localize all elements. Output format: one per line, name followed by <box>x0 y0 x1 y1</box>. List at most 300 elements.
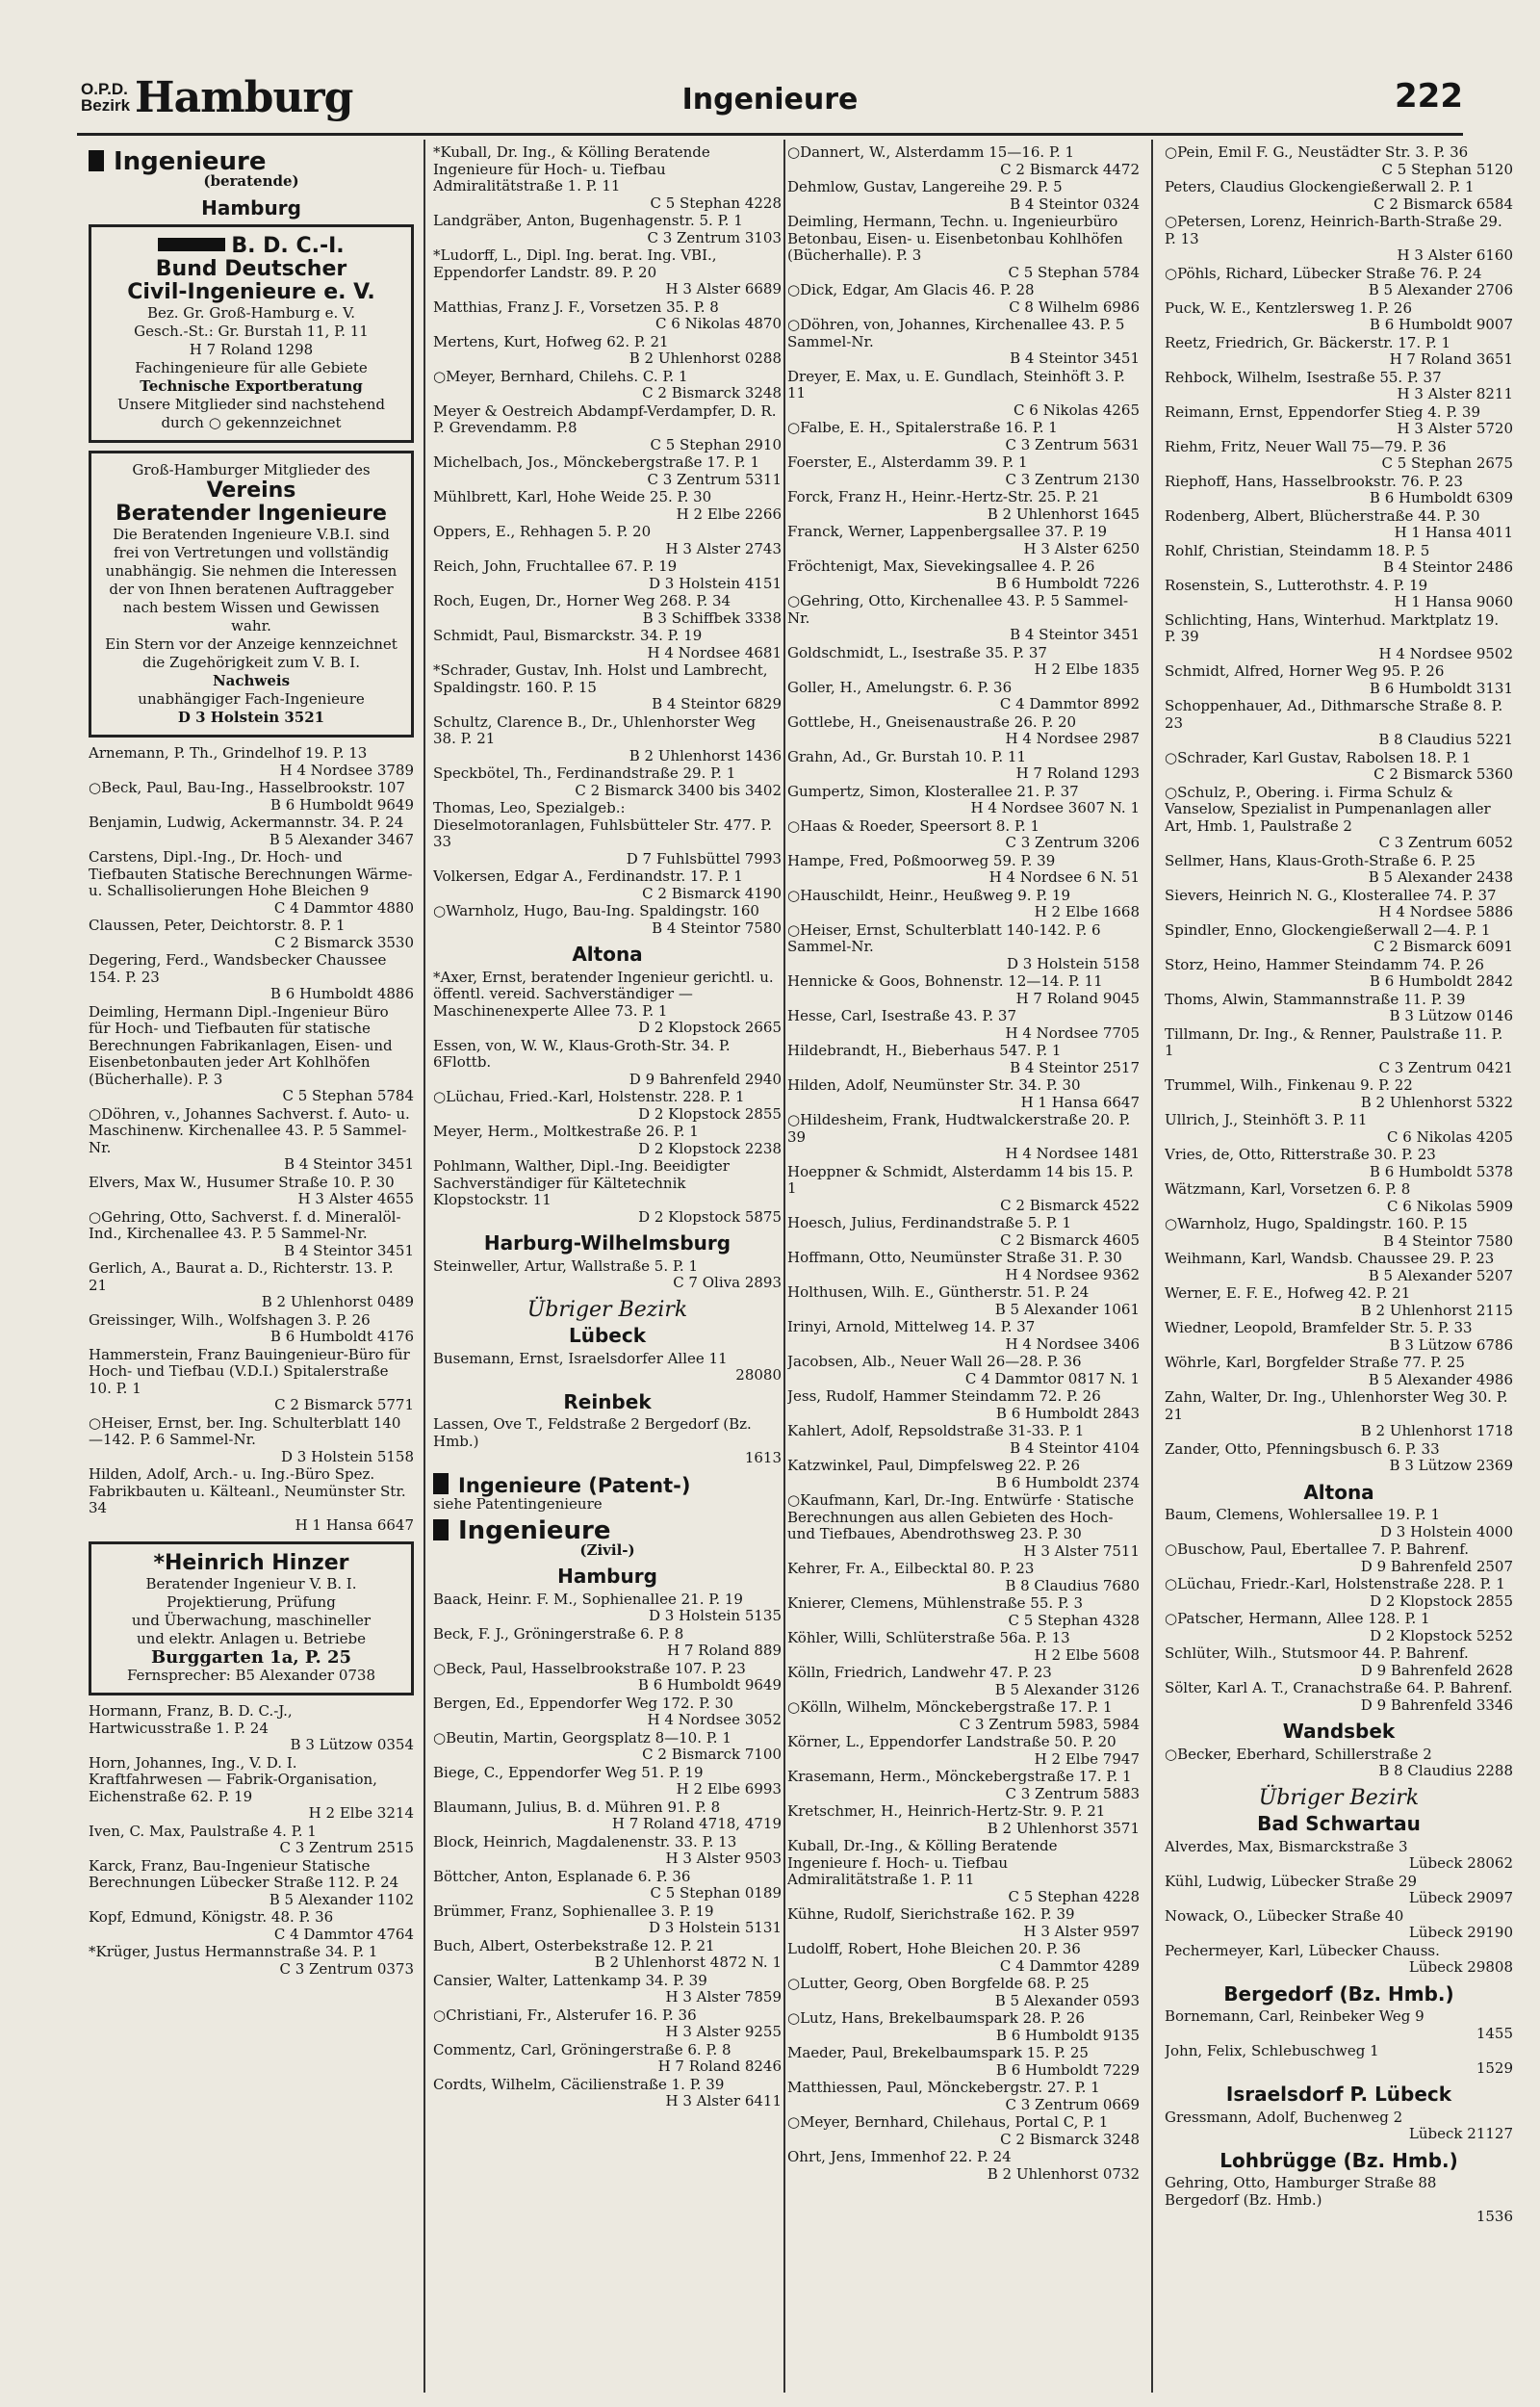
entry-phone: H 2 Elbe 3214 <box>308 1804 414 1822</box>
section-subtitle: (Zivil-) <box>579 1540 635 1559</box>
entry-phone: H 3 Alster 6250 <box>1023 539 1140 557</box>
entry-name-address: ○Patscher, Hermann, Allee 128. P. 1 <box>1165 1610 1430 1627</box>
entry-phone: B 5 Alexander 0593 <box>994 1991 1140 2009</box>
entry-name-address: ○Pein, Emil F. G., Neustädter Str. 3. P. 36 <box>1165 144 1469 161</box>
directory-entry <box>1165 179 1513 213</box>
directory-entry <box>787 1492 1140 1560</box>
entry-name-address: *Kuball, Dr. Ing., & Kölling Beratende Ingenieure für Hoch- u. Tiefbau Admiralitätstraße 1. P. 11 <box>433 144 710 194</box>
directory-entry <box>787 1388 1140 1422</box>
entry-name-address: Thomas, Leo, Spezialgeb.: Dieselmotoranlagen, Fuhlsbütteler Str. 477. P. 33 <box>433 799 772 850</box>
entry-phone: C 6 Nikolas 4265 <box>1014 401 1140 419</box>
entry-name-address: Steinweller, Artur, Wallstraße 5. P. 1 <box>433 1256 699 1275</box>
entry-name-address: Goller, H., Amelungstr. 6. P. 36 <box>787 678 1013 696</box>
directory-entry <box>787 1354 1140 1387</box>
entry-name-address: Bornemann, Carl, Reinbeker Weg 9 <box>1165 2007 1424 2025</box>
directory-entry <box>1165 750 1513 784</box>
directory-entry <box>89 918 414 951</box>
black-bar-icon <box>158 238 225 251</box>
directory-entry <box>433 489 782 523</box>
directory-entry <box>1165 370 1513 403</box>
entry-name-address: Ullrich, J., Steinhöft 3. P. 11 <box>1165 1111 1368 1128</box>
entry-phone: C 3 Zentrum 3206 <box>1005 834 1140 851</box>
directory-entry <box>89 745 414 779</box>
directory-entry <box>1165 1645 1513 1679</box>
directory-entry <box>433 1834 782 1868</box>
entry-name-address: Cordts, Wilhelm, Cäcilienstraße 1. P. 39 <box>433 2075 725 2093</box>
directory-entry <box>433 2077 782 2110</box>
region-heading: Wandsbek <box>1282 1720 1396 1743</box>
entry-name-address: Kopf, Edmund, Königstr. 48. P. 36 <box>89 1908 334 1926</box>
directory-entry <box>787 282 1140 316</box>
entry-name-address: Oppers, E., Rehhagen 5. P. 20 <box>433 523 652 540</box>
entry-name-address: Ludolff, Robert, Hohe Bleichen 20. P. 36 <box>787 1940 1081 1957</box>
entry-name-address: Mühlbrett, Karl, Hohe Weide 25. P. 30 <box>433 488 712 505</box>
entry-phone: C 2 Bismarck 4605 <box>1000 1230 1140 1249</box>
entry-name-address: *Krüger, Justus Hermannstraße 34. P. 1 <box>89 1943 378 1960</box>
directory-entry <box>1165 578 1513 611</box>
entry-phone: B 6 Humboldt 2843 <box>995 1404 1140 1422</box>
entry-name-address: Matthiessen, Paul, Mönckebergstr. 27. P. 1 <box>787 2079 1100 2096</box>
directory-entry <box>787 2080 1140 2113</box>
entry-phone: H 4 Nordsee 2987 <box>1005 730 1140 747</box>
entry-phone: 1613 <box>744 1449 782 1466</box>
directory-entry <box>433 714 782 765</box>
entry-phone: D 9 Bahrenfeld 2940 <box>629 1070 782 1088</box>
entry-name-address: Maeder, Paul, Brekelbaumspark 15. P. 25 <box>787 2044 1089 2061</box>
entry-phone: B 2 Uhlenhorst 0732 <box>987 2164 1140 2183</box>
entry-list <box>1165 2175 1513 2226</box>
directory-entry <box>433 558 782 592</box>
directory-entry <box>787 2045 1140 2079</box>
entry-phone: C 2 Bismarck 3248 <box>642 384 782 401</box>
entry-phone: B 6 Humboldt 7229 <box>995 2060 1140 2079</box>
entry-phone: C 4 Dammtor 4880 <box>273 898 414 917</box>
square-bullet-icon <box>89 150 104 171</box>
entry-name-address: Blaumann, Julius, B. d. Mühren 91. P. 8 <box>433 1798 721 1816</box>
entry-name-address: Körner, L., Eppendorfer Landstraße 50. P. 20 <box>787 1733 1116 1750</box>
directory-entry <box>787 888 1140 921</box>
entry-name-address: Speckbötel, Th., Ferdinandstraße 29. P. 1 <box>433 764 736 782</box>
directory-entry <box>89 1858 414 1909</box>
entry-phone: C 6 Nikolas 4205 <box>1387 1127 1513 1146</box>
directory-entry <box>1165 922 1513 956</box>
entry-name-address: Gumpertz, Simon, Klosterallee 21. P. 37 <box>787 782 1079 800</box>
entry-name-address: ○Buschow, Paul, Ebertallee 7. P. Bahrenf. <box>1165 1540 1469 1558</box>
entry-list <box>1165 1507 1513 1714</box>
entry-phone: B 4 Steintor 2486 <box>1383 558 1513 576</box>
entry-phone: H 2 Elbe 2266 <box>676 505 782 523</box>
entry-phone: C 2 Bismarck 5360 <box>1373 765 1513 783</box>
entry-name-address: Claussen, Peter, Deichtorstr. 8. P. 1 <box>89 917 346 934</box>
entry-phone: D 2 Klopstock 5252 <box>1370 1626 1513 1644</box>
entry-list <box>433 1258 782 1292</box>
entry-phone: B 2 Uhlenhorst 3571 <box>987 1819 1140 1837</box>
directory-entry <box>787 420 1140 453</box>
directory-entry <box>787 1423 1140 1457</box>
entry-phone: C 5 Stephan 4228 <box>650 194 782 212</box>
entry-name-address: Peters, Claudius Glockengießerwall 2. P. 1 <box>1165 178 1475 195</box>
entry-name-address: Matthias, Franz J. F., Vorsetzen 35. P. 8 <box>433 298 719 316</box>
entry-phone: B 2 Uhlenhorst 1718 <box>1360 1422 1513 1439</box>
entry-name-address: Ohrt, Jens, Immenhof 22. P. 24 <box>787 2148 1012 2165</box>
directory-entry <box>787 1215 1140 1249</box>
entry-phone: D 3 Holstein 4151 <box>648 574 782 592</box>
entry-phone: B 6 Humboldt 2842 <box>1369 972 1513 990</box>
entry-phone: Lübeck 29190 <box>1408 1924 1513 1941</box>
entry-name-address: ○Heiser, Ernst, ber. Ing. Schulterblatt 140—142. P. 6 Sammel-Nr. <box>89 1413 401 1448</box>
entry-name-address: Dreyer, E. Max, u. E. Gundlach, Steinhöft 3. P. 11 <box>787 367 1125 401</box>
entry-phone: B 6 Humboldt 3131 <box>1369 679 1513 697</box>
entry-name-address: Katzwinkel, Paul, Dimpfelsweg 22. P. 26 <box>787 1457 1080 1474</box>
section-heading: Ingenieure <box>89 150 414 171</box>
directory-entry <box>787 853 1140 887</box>
entry-name-address: ○Gehring, Otto, Kirchenallee 43. P. 5 Sammel-Nr. <box>787 592 1129 627</box>
column-4 <box>1165 144 1513 2388</box>
square-bullet-icon <box>433 1519 449 1540</box>
directory-entry <box>89 1312 414 1346</box>
entry-phone: C 2 Bismarck 7100 <box>642 1746 782 1763</box>
directory-entry <box>787 317 1140 368</box>
column-divider <box>424 140 425 2393</box>
column-1 <box>89 144 414 2388</box>
region-heading: Israelsdorf P. Lübeck <box>1225 2083 1452 2106</box>
entry-phone: B 4 Steintor 4104 <box>1010 1438 1140 1457</box>
directory-entry <box>1165 888 1513 921</box>
entry-name-address: Iven, C. Max, Paulstraße 4. P. 1 <box>89 1822 317 1840</box>
entry-name-address: Hesse, Carl, Isestraße 43. P. 37 <box>787 1007 1016 1024</box>
city-heading: Hamburg <box>201 195 301 220</box>
entry-phone: H 2 Elbe 6993 <box>676 1780 782 1798</box>
entry-phone: D 2 Klopstock 2238 <box>638 1139 782 1157</box>
directory-entry <box>787 1112 1140 1163</box>
entry-phone: D 3 Holstein 5135 <box>648 1607 782 1624</box>
directory-entry <box>89 1944 414 1978</box>
entry-name-address: Baum, Clemens, Wohlersallee 19. P. 1 <box>1165 1506 1440 1523</box>
directory-entry <box>1165 1251 1513 1284</box>
directory-entry <box>1165 543 1513 577</box>
column-2 <box>433 144 782 2388</box>
directory-entry <box>1165 1355 1513 1388</box>
directory-entry <box>433 1258 782 1292</box>
entry-name-address: Spindler, Enno, Glockengießerwall 2—4. P. 1 <box>1165 920 1491 939</box>
entry-phone: H 2 Elbe 5608 <box>1034 1645 1140 1664</box>
entry-name-address: Hampe, Fred, Poßmoorweg 59. P. 39 <box>787 851 1056 869</box>
district-heading: Übriger Bezirk <box>1258 1785 1420 1810</box>
entry-name-address: ○Lutter, Georg, Oben Borgfelde 68. P. 25 <box>787 1975 1090 1992</box>
directory-entry <box>433 2042 782 2076</box>
entry-phone: H 3 Alster 9597 <box>1023 1922 1140 1940</box>
entry-name-address: Kretschmer, H., Heinrich-Hertz-Str. 9. P. 21 <box>787 1802 1106 1820</box>
entry-list <box>1165 1839 1513 1977</box>
entry-name-address: Deimling, Hermann Dipl.-Ingenieur Büro für Hoch- und Tiefbauten für statische Berechnungen Fabrikanlagen, Eisen- und Eisenbetonbauten jeder Art Kohlhöfen (Bücherhalle). P. 3 <box>89 1002 393 1088</box>
entry-phone: C 3 Zentrum 5311 <box>647 470 782 488</box>
entry-name-address: Puck, W. E., Kentzlersweg 1. P. 26 <box>1165 298 1413 317</box>
entry-phone: C 3 Zentrum 5631 <box>1005 435 1140 453</box>
entry-phone: D 2 Klopstock 2855 <box>1370 1592 1513 1610</box>
entry-name-address: *Ludorff, L., Dipl. Ing. berat. Ing. VBI., Eppendorfer Landstr. 89. P. 20 <box>433 246 717 281</box>
entry-phone: Lübeck 29808 <box>1408 1958 1513 1976</box>
entry-phone: 1536 <box>1476 2208 1513 2225</box>
directory-entry <box>787 1665 1140 1698</box>
entry-name-address: Jess, Rudolf, Hammer Steindamm 72. P. 26 <box>787 1387 1101 1405</box>
entry-phone: D 7 Fuhlsbüttel 7993 <box>626 849 782 867</box>
entry-phone: D 9 Bahrenfeld 2628 <box>1360 1661 1513 1679</box>
entry-phone: H 4 Nordsee 9362 <box>1005 1265 1140 1283</box>
directory-entry <box>787 144 1140 178</box>
entry-phone: B 4 Steintor 7580 <box>652 919 782 937</box>
entry-name-address: Irinyi, Arnold, Mittelweg 14. P. 37 <box>787 1318 1036 1335</box>
entry-name-address: Schlichting, Hans, Winterhud. Marktplatz 19. P. 39 <box>1165 610 1500 645</box>
entry-phone: C 6 Nikolas 5909 <box>1387 1197 1513 1215</box>
entry-name-address: ○Lüchau, Friedr.-Karl, Holstenstraße 228. P. 1 <box>1165 1575 1505 1592</box>
entry-name-address: Meyer, Herm., Moltkestraße 26. P. 1 <box>433 1123 699 1140</box>
entry-phone: B 4 Steintor 3451 <box>1010 626 1140 643</box>
entry-name-address: Hilden, Adolf, Neumünster Str. 34. P. 30 <box>787 1076 1081 1094</box>
directory-entry <box>787 645 1140 679</box>
entry-name-address: Schultz, Clarence B., Dr., Uhlenhorster Weg 38. P. 21 <box>433 712 757 747</box>
region-heading: Lübeck <box>568 1324 647 1347</box>
directory-entry <box>1165 1507 1513 1540</box>
entry-phone: B 6 Humboldt 5378 <box>1369 1162 1513 1180</box>
entry-phone: H 3 Alster 5720 <box>1397 420 1513 437</box>
directory-entry <box>89 849 414 917</box>
hinzer-advert: *Heinrich Hinzer Beratender Ingenieur V. B. I. Projektierung, Prüfung und Überwachung, maschineller und elektr. Anlagen u. Betriebe Burggarten 1a, P. 25 Fernsprecher: B5 Alexander 0738 <box>89 1541 414 1695</box>
entry-list <box>1165 144 1513 1475</box>
entry-name-address: Wöhrle, Karl, Borgfelder Straße 77. P. 25 <box>1165 1354 1465 1371</box>
entry-name-address: John, Felix, Schlebuschweg 1 <box>1165 2042 1379 2059</box>
entry-phone: C 4 Dammtor 4289 <box>999 1956 1140 1975</box>
entry-name-address: ○Hildesheim, Frank, Hudtwalckerstraße 20. P. 39 <box>787 1111 1131 1146</box>
directory-entry <box>433 1869 782 1902</box>
entry-name-address: Deimling, Hermann, Techn. u. Ingenieurbüro Betonbau, Eisen- u. Eisenbetonbau Kohlhöfen (Bücherhalle). P. 3 <box>787 213 1123 264</box>
directory-entry <box>787 489 1140 523</box>
entry-phone: H 4 Nordsee 9502 <box>1378 644 1513 662</box>
entry-phone: C 2 Bismarck 6584 <box>1373 194 1513 213</box>
directory-entry <box>89 1175 414 1208</box>
directory-entry <box>1165 1611 1513 1644</box>
directory-entry <box>433 524 782 557</box>
directory-entry <box>1165 1285 1513 1319</box>
directory-entry <box>787 1164 1140 1215</box>
entry-name-address: Rodenberg, Albert, Blücherstraße 44. P. 30 <box>1165 506 1480 525</box>
entry-name-address: Pohlmann, Walther, Dipl.-Ing. Beeidigter Sachverständiger für Kältetechnik Klopstockstr. 11 <box>433 1157 730 1208</box>
entry-name-address: Gressmann, Adolf, Buchenweg 2 <box>1165 2108 1403 2126</box>
directory-entry <box>1165 1389 1513 1440</box>
entry-name-address: *Schrader, Gustav, Inh. Holst und Lambrecht, Spaldingstr. 160. P. 15 <box>433 661 768 696</box>
region-heading: Bad Schwartau <box>1257 1812 1421 1835</box>
entry-phone: C 2 Bismarck 3530 <box>274 933 414 951</box>
entry-phone: B 5 Alexander 3126 <box>994 1680 1140 1698</box>
entry-phone: H 7 Roland 889 <box>667 1642 782 1659</box>
directory-entry <box>1165 1874 1513 1907</box>
entry-phone: H 3 Alster 6160 <box>1397 246 1513 264</box>
directory-entry <box>787 1595 1140 1629</box>
entry-name-address: ○Gehring, Otto, Sachverst. f. d. Mineralöl-Ind., Kirchenallee 43. P. 5 Sammel-Nr. <box>89 1207 401 1242</box>
entry-phone: B 5 Alexander 1102 <box>269 1890 414 1908</box>
entry-phone: B 4 Steintor 0324 <box>1010 194 1140 213</box>
entry-phone: C 4 Dammtor 4764 <box>273 1925 414 1943</box>
entry-name-address: Kölln, Friedrich, Landwehr 47. P. 23 <box>787 1664 1052 1681</box>
entry-phone: B 8 Claudius 2288 <box>1378 1762 1513 1779</box>
entry-name-address: Jacobsen, Alb., Neuer Wall 26—28. P. 36 <box>787 1353 1082 1370</box>
directory-entry <box>433 800 782 867</box>
bdci-advert: B. D. C.-I. Bund Deutscher Civil-Ingenieure e. V. Bez. Gr. Groß-Hamburg e. V. Gesch.-St.: Gr. Burstah 11, P. 11 H 7 Roland 1298 Fachingenieure für alle Gebiete Technische Exportberatung Unsere Mitglieder sind nachstehend durch ○ gekennzeichnet <box>89 224 414 443</box>
entry-name-address: Commentz, Carl, Gröningerstraße 6. P. 8 <box>433 2040 732 2058</box>
directory-entry <box>787 1838 1140 1905</box>
entry-phone: C 6 Nikolas 4870 <box>655 315 782 332</box>
entry-name-address: Weihmann, Karl, Wandsb. Chaussee 29. P. 23 <box>1165 1250 1495 1267</box>
directory-entry <box>787 784 1140 817</box>
entry-phone: B 3 Lützow 2369 <box>1389 1457 1513 1474</box>
entry-phone: C 8 Wilhelm 6986 <box>1009 298 1140 316</box>
entry-phone: B 8 Claudius 7680 <box>1005 1576 1140 1594</box>
directory-entry <box>1165 1441 1513 1475</box>
city-heading: Hamburg <box>557 1565 657 1588</box>
directory-entry <box>433 1626 782 1660</box>
city-title: Hamburg <box>135 73 353 122</box>
directory-entry <box>1165 1216 1513 1250</box>
entry-phone: B 6 Humboldt 4176 <box>270 1328 414 1345</box>
directory-entry <box>433 593 782 627</box>
entry-phone: B 2 Uhlenhorst 5322 <box>1360 1093 1513 1111</box>
entry-name-address: Essen, von, W. W., Klaus-Groth-Str. 34. P. 6Flottb. <box>433 1036 731 1071</box>
directory-entry <box>787 1043 1140 1076</box>
entry-phone: C 5 Stephan 0189 <box>650 1884 782 1902</box>
entry-phone: B 2 Uhlenhorst 1645 <box>987 505 1140 523</box>
entry-name-address: Fröchtenigt, Max, Sievekingsallee 4. P. 26 <box>787 557 1095 575</box>
page-header <box>77 73 1463 136</box>
entry-phone: B 6 Humboldt 9007 <box>1369 316 1513 333</box>
entry-phone: D 2 Klopstock 2855 <box>638 1104 782 1123</box>
directory-entry <box>787 1803 1140 1837</box>
directory-entry <box>1165 1541 1513 1575</box>
entry-name-address: ○Haas & Roeder, Speersort 8. P. 1 <box>787 816 1040 835</box>
directory-entry <box>787 369 1140 420</box>
entry-name-address: Zander, Otto, Pfenningsbusch 6. P. 33 <box>1165 1439 1440 1458</box>
entry-name-address: *Axer, Ernst, beratender Ingenieur gerichtl. u. öffentl. vereid. Sachverständiger — Maschinenexperte Allee 73. P. 1 <box>433 968 774 1020</box>
entry-name-address: Trummel, Wilh., Finkenau 9. P. 22 <box>1165 1076 1413 1094</box>
entry-name-address: Benjamin, Ludwig, Ackermannstr. 34. P. 24 <box>89 814 404 831</box>
entry-phone: C 3 Zentrum 0669 <box>1005 2095 1140 2113</box>
entry-phone: C 2 Bismarck 6091 <box>1373 938 1513 955</box>
entry-list <box>433 970 782 1227</box>
directory-entry <box>89 780 414 814</box>
directory-entry <box>89 1703 414 1754</box>
directory-entry <box>787 1699 1140 1733</box>
entry-phone: B 3 Lützow 6786 <box>1389 1335 1513 1354</box>
entry-phone: D 3 Holstein 4000 <box>1379 1522 1513 1540</box>
page-number: 222 <box>1395 77 1463 116</box>
entry-list <box>89 1703 414 1978</box>
directory-entry <box>1165 698 1513 749</box>
directory-entry <box>787 1319 1140 1353</box>
entry-name-address: Gehring, Otto, Hamburger Straße 88 Bergedorf (Bz. Hmb.) <box>1165 2174 1437 2209</box>
entry-phone: H 1 Hansa 4011 <box>1394 524 1513 541</box>
directory-entry <box>787 1941 1140 1975</box>
directory-entry <box>787 1458 1140 1491</box>
entry-name-address: Storz, Heino, Hammer Steindamm 74. P. 26 <box>1165 955 1484 973</box>
entry-name-address: ○Döhren, von, Johannes, Kirchenallee 43. P. 5 Sammel-Nr. <box>787 316 1125 350</box>
entry-phone: D 3 Holstein 5158 <box>280 1447 414 1465</box>
directory-entry <box>787 973 1140 1007</box>
directory-entry <box>787 922 1140 973</box>
vbi-advert: Groß-Hamburger Mitglieder des Vereins Beratender Ingenieure Die Beratenden Ingenieure V.B.I. sind frei von Vertretungen und vollständig unabhängig. Sie nehmen die Interessen der von Ihnen beratenen Auftraggeber nach bestem Wissen und Gewissen wahr. Ein Stern vor der Anzeige kennzeichnet die Zugehörigkeit zum V. B. I. Nachweis unabhängiger Fach-Ingenieure D 3 Holstein 3521 <box>89 451 414 738</box>
entry-phone: C 2 Bismarck 5771 <box>274 1396 414 1413</box>
directory-entry <box>433 1730 782 1764</box>
directory-entry <box>433 1038 782 1089</box>
entry-name-address: Dehmlow, Gustav, Langereihe 29. P. 5 <box>787 178 1063 195</box>
entry-name-address: Baack, Heinr. F. M., Sophienallee 21. P. 19 <box>433 1590 743 1608</box>
directory-entry <box>787 2114 1140 2148</box>
directory-entry <box>1165 992 1513 1025</box>
entry-name-address: Reetz, Friedrich, Gr. Bäckerstr. 17. P. 1 <box>1165 333 1451 351</box>
directory-entry <box>433 970 782 1037</box>
directory-entry <box>1165 1320 1513 1354</box>
entry-name-address: Knierer, Clemens, Mühlenstraße 55. P. 3 <box>787 1594 1084 1612</box>
entry-name-address: Volkersen, Edgar A., Ferdinandstr. 17. P. 1 <box>433 867 743 885</box>
entry-name-address: Reimann, Ernst, Eppendorfer Stieg 4. P. 39 <box>1165 402 1481 421</box>
entry-phone: C 5 Stephan 2675 <box>1381 454 1513 472</box>
entry-phone: B 6 Humboldt 4886 <box>270 985 414 1002</box>
entry-phone: B 4 Steintor 7580 <box>1383 1231 1513 1250</box>
entry-name-address: Bergen, Ed., Eppendorfer Weg 172. P. 30 <box>433 1694 733 1712</box>
entry-list <box>433 144 782 937</box>
entry-name-address: Degering, Ferd., Wandsbecker Chaussee 154. P. 23 <box>89 951 387 986</box>
entry-name-address: Holthusen, Wilh. E., Güntherstr. 51. P. 24 <box>787 1283 1090 1301</box>
entry-name-address: Rosenstein, S., Lutterothstr. 4. P. 19 <box>1165 576 1428 594</box>
entry-phone: Lübeck 29097 <box>1408 1889 1513 1906</box>
column-divider <box>783 140 785 2393</box>
directory-entry <box>433 1592 782 1625</box>
directory-entry <box>433 334 782 368</box>
directory-entry <box>787 1561 1140 1594</box>
directory-entry <box>787 1008 1140 1042</box>
entry-name-address: Buch, Albert, Osterbekstraße 12. P. 21 <box>433 1936 715 1954</box>
directory-entry <box>433 1765 782 1799</box>
directory-entry <box>433 1973 782 2006</box>
directory-entry <box>787 1976 1140 2009</box>
entry-phone: D 9 Bahrenfeld 2507 <box>1360 1557 1513 1575</box>
directory-entry <box>89 1106 414 1174</box>
directory-entry <box>787 2010 1140 2044</box>
directory-entry <box>89 815 414 848</box>
directory-entry <box>433 299 782 333</box>
entry-phone: H 7 Roland 4718, 4719 <box>611 1815 782 1832</box>
entry-phone: B 4 Steintor 2517 <box>1010 1058 1140 1076</box>
entry-phone: H 1 Hansa 9060 <box>1394 593 1513 610</box>
entry-name-address: Böttcher, Anton, Esplanade 6. P. 36 <box>433 1867 691 1885</box>
directory-entry <box>433 868 782 902</box>
entry-phone: 1529 <box>1476 2058 1513 2077</box>
entry-phone: B 5 Alexander 5207 <box>1368 1266 1513 1284</box>
directory-entry <box>89 1466 414 1534</box>
entry-name-address: Reich, John, Fruchtallee 67. P. 19 <box>433 557 678 575</box>
directory-entry <box>433 903 782 937</box>
entry-phone: B 6 Humboldt 9649 <box>637 1676 782 1694</box>
entry-name-address: Arnemann, P. Th., Grindelhof 19. P. 13 <box>89 744 368 762</box>
directory-entry <box>1165 404 1513 438</box>
entry-phone: C 3 Zentrum 2515 <box>279 1839 414 1856</box>
directory-entry <box>1165 335 1513 369</box>
entry-phone: H 7 Roland 9045 <box>1015 989 1140 1007</box>
directory-entry <box>1165 853 1513 887</box>
directory-entry <box>433 454 782 488</box>
entry-name-address: ○Schulz, P., Obering. i. Firma Schulz & Vanselow, Spezialist in Pumpenanlagen aller Art, Hmb. 1, Paulstraße 2 <box>1165 783 1491 835</box>
directory-entry <box>433 144 782 212</box>
entry-phone: C 5 Stephan 5120 <box>1381 160 1513 178</box>
entry-name-address: Schlüter, Wilh., Stutsmoor 44. P. Bahrenf. <box>1165 1644 1469 1662</box>
entry-phone: B 8 Claudius 5221 <box>1378 731 1513 748</box>
